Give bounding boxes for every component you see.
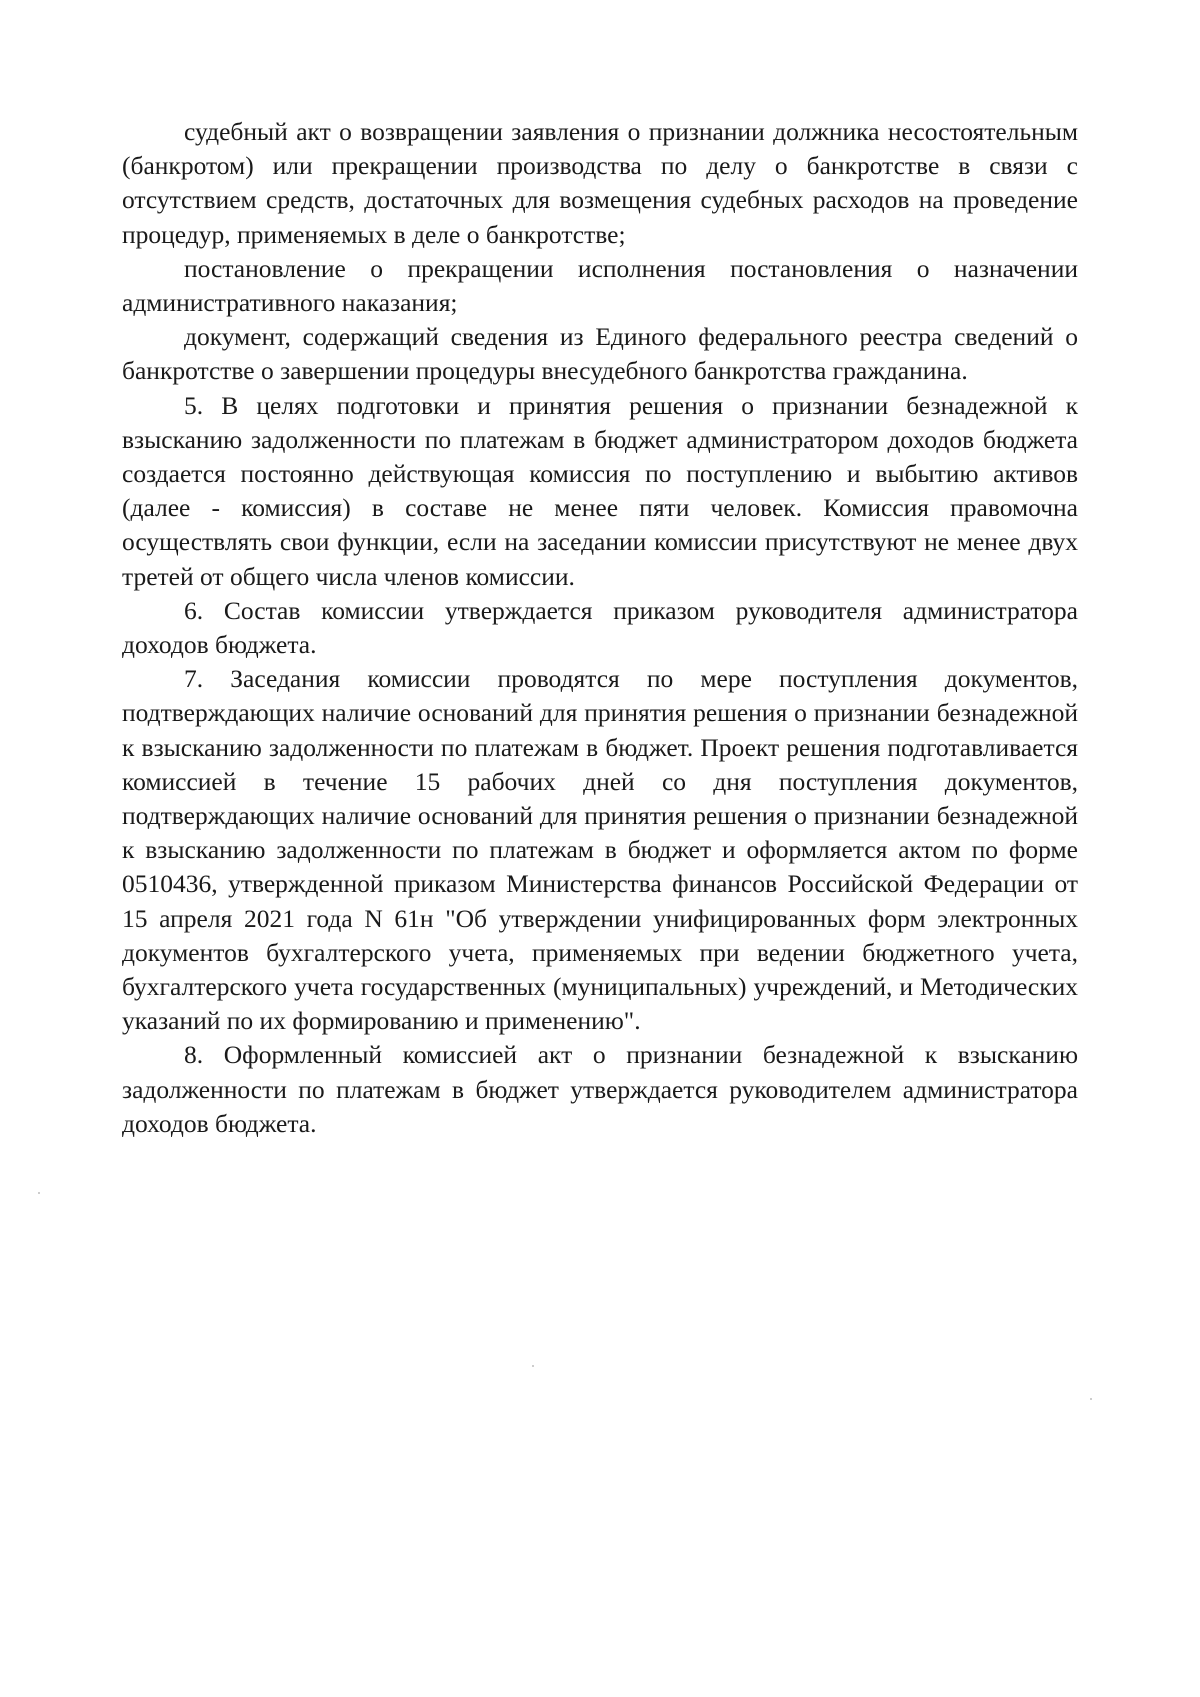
paragraph-item-8: 8. Оформленный комиссией акт о признании безнадежной к взысканию задолженности по платежам в бюджет утверждается руководителем администратора доходов бюджета. xyxy=(122,1040,1078,1138)
paragraph-court-act: судебный акт о возвращении заявления о признании должника несостоятельным (банкротом) или прекращении производства по делу о банкротстве в связи с отсутствием средств, достаточных для возмещения судебных расходов на проведение процедур, применяемых в деле о банкротстве; xyxy=(122,117,1078,249)
paragraph-item-6: 6. Состав комиссии утверждается приказом руководителя администратора доходов бюджета. xyxy=(122,595,1078,660)
paragraph-resolution: постановление о прекращении исполнения постановления о назначении административного наказания; xyxy=(122,253,1078,318)
document-body xyxy=(122,115,1078,1141)
scan-speck xyxy=(1090,1398,1092,1400)
paragraph-registry-document: документ, содержащий сведения из Единого федерального реестра сведений о банкротстве о завершении процедуры внесудебного банкротства гражданина. xyxy=(122,322,1078,386)
scan-speck xyxy=(38,1192,40,1194)
paragraph-item-5: 5. В целях подготовки и принятия решения о признании безнадежной к взысканию задолженности по платежам в бюджет администратором доходов бюджета создается постоянно действующая комиссия по поступлению и выбытию активов (далее - комиссия) в составе не менее пяти человек. Комиссия правомочна осуществлять свои функции, если на заседании комиссии присутствуют не менее двух третей от общего числа членов комиссии. xyxy=(122,390,1078,591)
paragraph-item-7: 7. Заседания комиссии проводятся по мере поступления документов, подтверждающих наличие оснований для принятия решения о признании безнадежной к взысканию задолженности по платежам в бюджет. Проект решения подготавливается комиссией в течение 15 рабочих дней со дня поступления документов, подтверждающих наличие оснований для принятия решения о признании безнадежной к взысканию задолженности по платежам в бюджет и оформляется актом по форме 0510436, утвержденной приказом Министерства финансов Российской Федерации от 15 апреля 2021 года N 61н "Об утверждении унифицированных форм электронных документов бухгалтерского учета, применяемых при ведении бюджетного учета, бухгалтерского учета государственных (муниципальных) учреждений, и Методических указаний по их формированию и применению". xyxy=(122,664,1078,1036)
scan-speck xyxy=(532,1365,534,1367)
